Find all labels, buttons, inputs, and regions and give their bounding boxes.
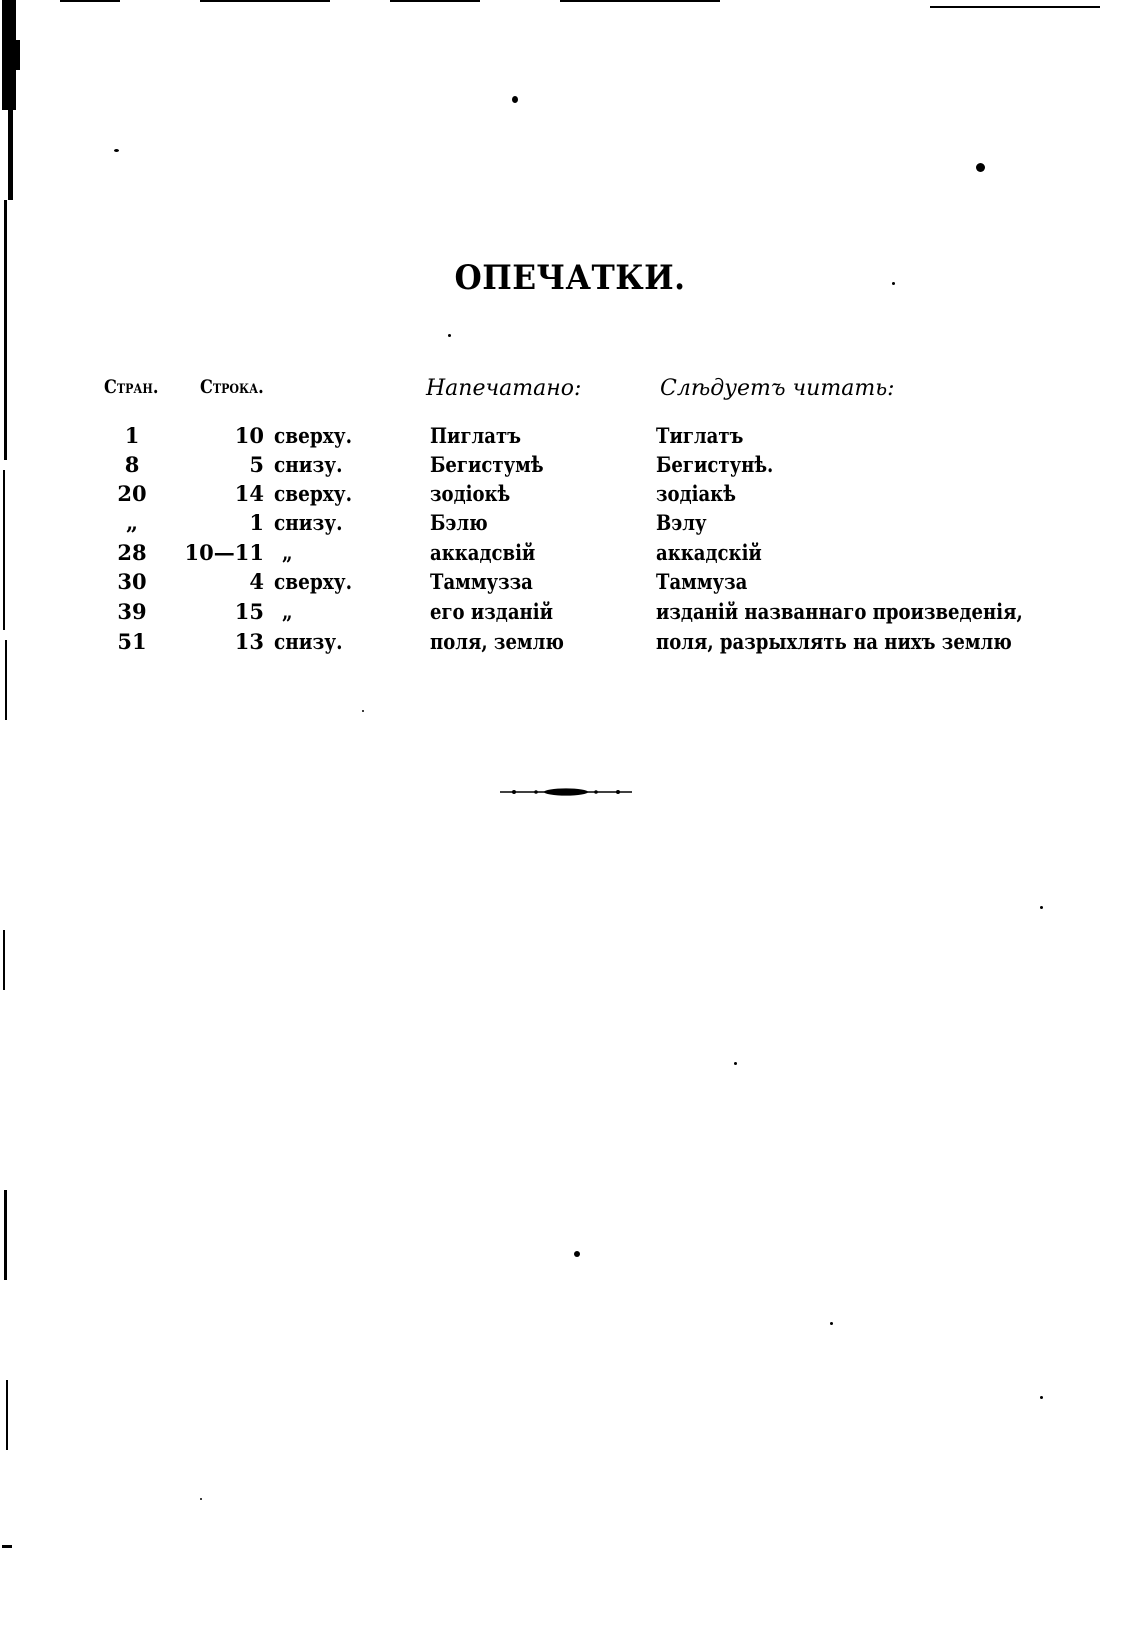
header-line: Строка. <box>200 376 264 398</box>
row-line: 15 <box>234 599 264 624</box>
row-printed: зодіокѣ <box>430 481 511 506</box>
errata-row <box>0 421 1140 451</box>
errata-row <box>0 597 1140 627</box>
row-line: 4 <box>249 569 264 594</box>
row-should-read: Таммуза <box>656 569 748 594</box>
row-should-read: Бегистунѣ. <box>656 452 774 477</box>
row-line: 14 <box>234 481 264 506</box>
row-printed: Пиглатъ <box>430 423 521 448</box>
scan-speck <box>1040 906 1043 909</box>
scan-speck <box>574 1251 580 1257</box>
row-page: 20 <box>117 481 147 506</box>
row-page: 1 <box>124 423 140 448</box>
scan-speck <box>512 96 518 103</box>
row-should-read: изданій названнаго произведенія, <box>656 599 1023 624</box>
errata-row <box>0 538 1140 568</box>
row-direction: сверху. <box>274 423 353 448</box>
row-should-read: аккадскій <box>656 540 762 565</box>
row-direction: снизу. <box>274 510 343 535</box>
row-direction: сверху. <box>274 569 353 594</box>
scan-edge-artifact <box>0 0 26 1636</box>
row-direction: „ <box>282 599 293 624</box>
row-line: 13 <box>234 629 264 654</box>
row-printed: Таммузза <box>430 569 533 594</box>
row-printed: Бегистумѣ <box>430 452 544 477</box>
row-page: 28 <box>117 540 147 565</box>
scan-top-rule <box>560 0 720 2</box>
scan-speck <box>200 1498 202 1500</box>
scan-speck <box>362 710 364 712</box>
row-page: 30 <box>117 569 147 594</box>
scan-speck <box>448 334 451 337</box>
page-title: ОПЕЧАТКИ. <box>454 258 686 298</box>
row-should-read: Вэлу <box>656 510 707 535</box>
header-printed: Напечатано: <box>426 376 582 401</box>
scan-speck <box>114 149 119 152</box>
errata-row <box>0 567 1140 597</box>
errata-row <box>0 627 1140 657</box>
scan-speck <box>830 1322 833 1325</box>
header-should-read: Слѣдуетъ читать: <box>660 376 895 401</box>
row-printed: аккадсвій <box>430 540 536 565</box>
scan-top-rule <box>60 0 120 2</box>
row-direction: „ <box>282 540 293 565</box>
row-page: „ <box>125 510 139 535</box>
row-page: 51 <box>117 629 147 654</box>
row-line: 5 <box>249 452 264 477</box>
row-should-read: Тиглатъ <box>656 423 744 448</box>
row-page: 39 <box>117 599 147 624</box>
row-printed: Бэлю <box>430 510 488 535</box>
row-direction: снизу. <box>274 629 343 654</box>
row-line: 10—11 <box>184 540 264 565</box>
scan-speck <box>1040 1396 1043 1399</box>
errata-row <box>0 508 1140 538</box>
row-should-read: поля, разрыхлять на нихъ землю <box>656 629 1012 654</box>
header-page: Стран. <box>104 376 159 398</box>
row-line: 1 <box>249 510 264 535</box>
row-printed: поля, землю <box>430 629 564 654</box>
row-line: 10 <box>234 423 264 448</box>
row-direction: сверху. <box>274 481 353 506</box>
scan-top-rule <box>390 0 480 2</box>
row-page: 8 <box>124 452 140 477</box>
row-printed: его изданій <box>430 599 554 624</box>
ornament-divider <box>500 786 632 798</box>
scan-top-rule <box>200 0 330 2</box>
row-should-read: зодіакѣ <box>656 481 736 506</box>
scan-top-rule <box>930 6 1100 8</box>
scan-speck <box>976 163 985 172</box>
errata-row <box>0 450 1140 480</box>
errata-row <box>0 479 1140 509</box>
row-direction: снизу. <box>274 452 343 477</box>
scan-speck <box>734 1062 737 1065</box>
